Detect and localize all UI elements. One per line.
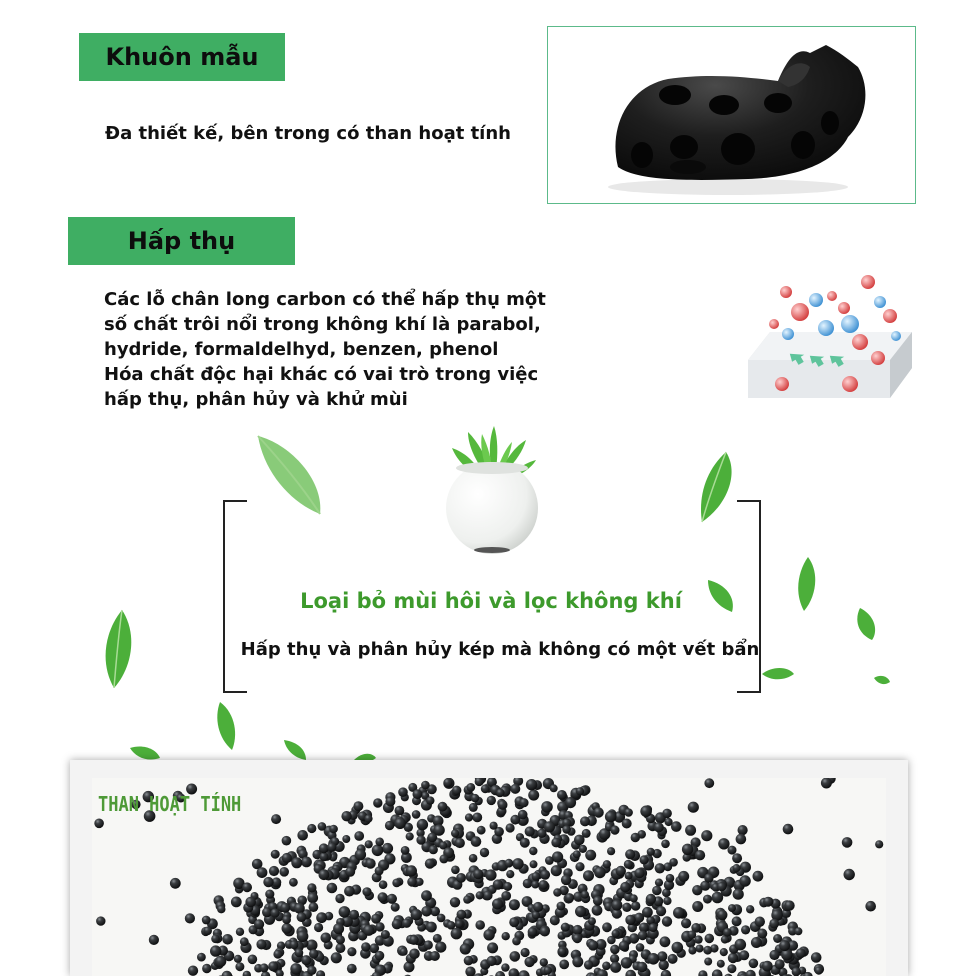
leaf-icon bbox=[250, 430, 330, 520]
absorb-line: hydride, formaldelhyd, benzen, phenol bbox=[104, 339, 499, 360]
absorb-title-tag bbox=[68, 217, 295, 265]
absorb-line: Hóa chất độc hại khác có vai trò trong việc bbox=[104, 364, 539, 385]
absorb-description bbox=[104, 287, 554, 412]
leaf-icon bbox=[102, 608, 136, 690]
absorb-line: Các lỗ chân long carbon có thể hấp thụ một bbox=[104, 289, 546, 310]
absorb-line: hấp thụ, phân hủy và khử mùi bbox=[104, 389, 408, 410]
absorb-title: Hấp thụ bbox=[127, 227, 236, 255]
mold-title: Khuôn mẫu bbox=[105, 43, 259, 71]
leaf-icon bbox=[214, 700, 238, 752]
feature-subline: Hấp thụ và phân hủy kép mà không có một vết bẩn bbox=[240, 639, 760, 660]
absorption-diagram-icon bbox=[740, 272, 920, 412]
leaf-icon bbox=[760, 666, 796, 682]
frame-bracket-right bbox=[737, 500, 761, 693]
charcoal-cat-mold-image bbox=[548, 27, 915, 203]
leaf-icon bbox=[852, 606, 878, 642]
leaf-icon bbox=[796, 555, 818, 613]
leaf-icon bbox=[696, 450, 736, 525]
activated-carbon-panel bbox=[70, 760, 908, 976]
absorb-line: số chất trôi nổi trong không khí là parabol, bbox=[104, 314, 541, 335]
leaf-icon bbox=[282, 738, 308, 762]
mold-title-tag bbox=[79, 33, 285, 81]
mold-description: Đa thiết kế, bên trong có than hoạt tính bbox=[105, 123, 511, 144]
leaf-icon bbox=[872, 674, 892, 686]
succulent-pot-icon bbox=[438, 422, 546, 556]
mold-photo bbox=[547, 26, 916, 204]
carbon-label: THAN HOẠT TÍNH bbox=[98, 792, 242, 816]
feature-headline: Loại bỏ mùi hôi và lọc không khí bbox=[300, 589, 682, 613]
frame-bracket-left bbox=[223, 500, 247, 693]
